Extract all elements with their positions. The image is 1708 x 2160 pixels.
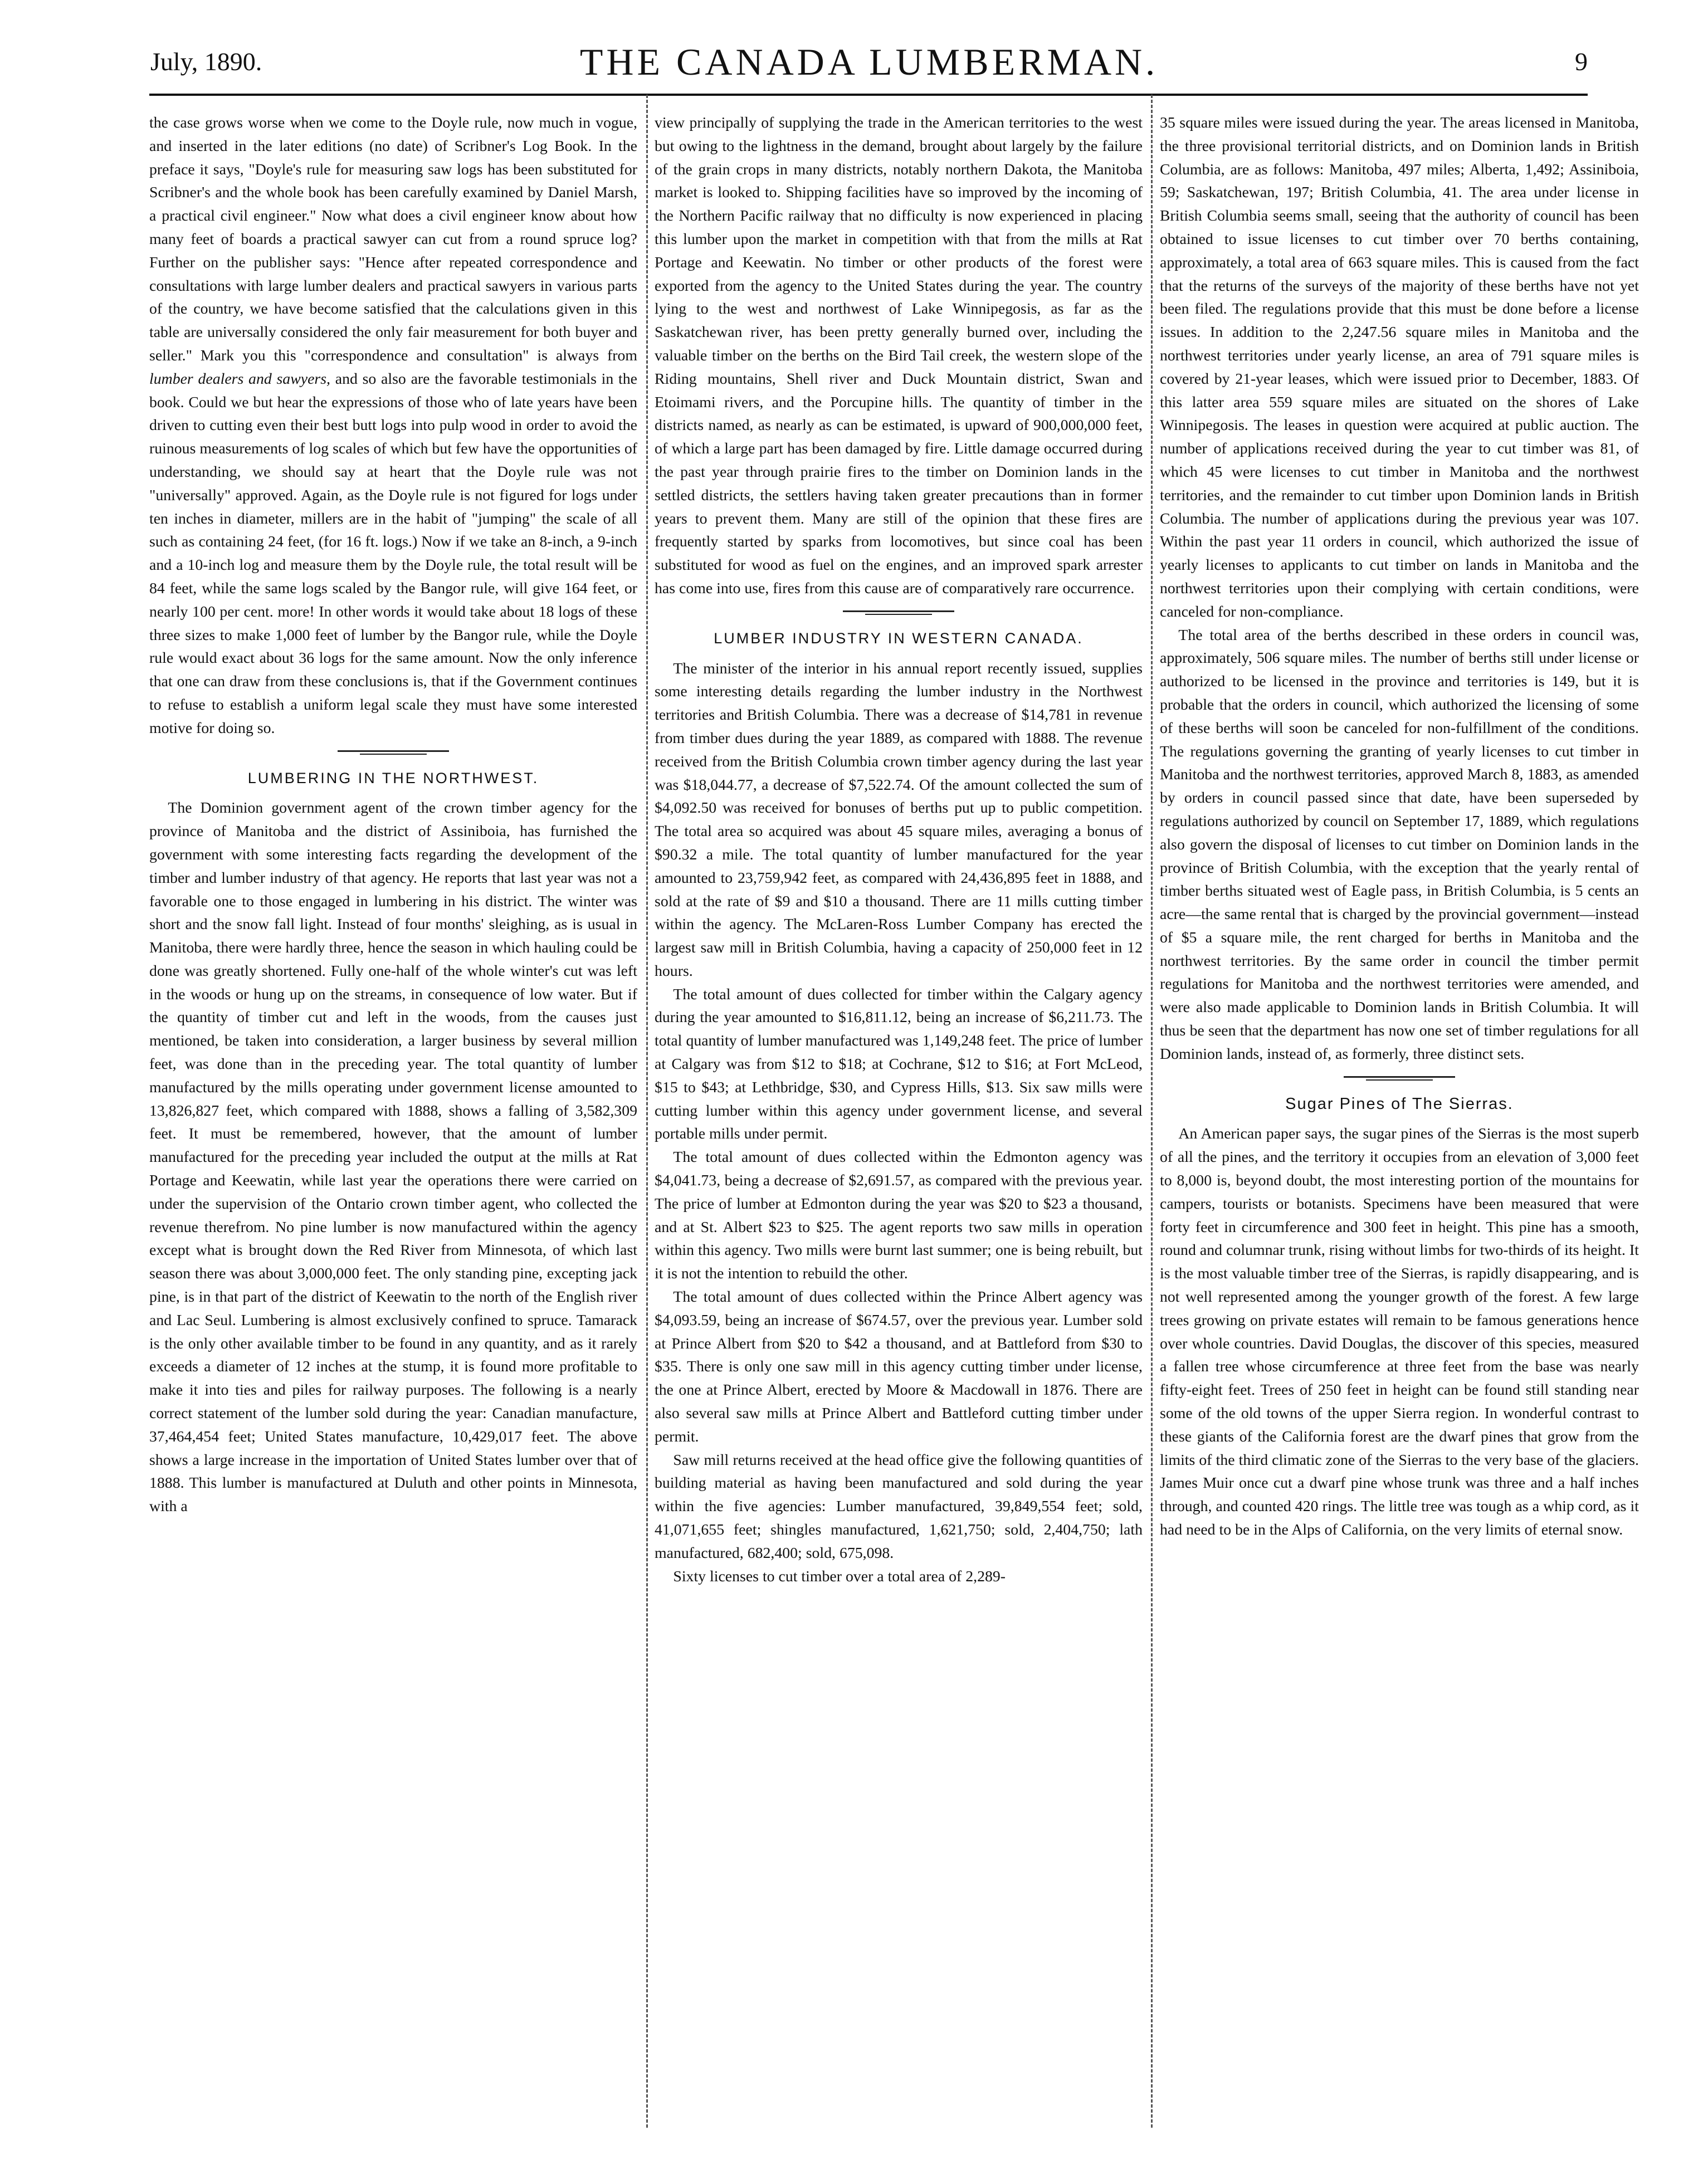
article-paragraph: Saw mill returns received at the head office give the following quantities of building material as having been manufactured and sold during the year within the five agencies: Lumber manufactured, 39,849,554 feet; sold, 41,071,655 feet; shingles manufactured, 1,621,750; sold, 2,404,750; lath manufactured, 682,400; sold, 675,098. bbox=[655, 1451, 1143, 1562]
header-rule bbox=[149, 94, 1588, 96]
article-title-lumbering-northwest: LUMBERING IN THE NORTHWEST. bbox=[247, 769, 539, 786]
article-paragraph: The total amount of dues collected for timber within the Calgary agency during the year amounted to $16,811.12, being an increase of $6,211.73. The total quantity of lumber manufactured was 1,149,248 feet. The price of lumber at Calgary was from $12 to $18; at Cochrane, $12 to $16; at Fort McLeod, $15 to $43; at Lethbridge, $30, and Cypress Hills, $13. Six saw mills were cutting lumber within this agency under government license, and several portable mills under permit. bbox=[655, 985, 1143, 1143]
article-body: An American paper says, the sugar pines of the Sierras is the most superb of all the pines, and the territory it occupies from an elevation of 3,000 feet to 8,000 is, beyond doubt, the most interesting portion of the mountains for campers, tourists or botanists. Specimens have been measured that were forty feet in circumference and 300 feet in height. This pine has a smooth, round and columnar trunk, rising without limbs for two-thirds of its height. It is the most valuable timber tree of the Sierras, is rapidly disappearing, and is not well represented among the younger growth of the forest. A few large trees growing on private estates will remain to be famous generations hence over whole countries. David Douglas, the discover of this species, measured a fallen tree whose circumference at three feet from the base was nearly fifty-eight feet. Trees of 250 feet in height can be found still standing near some of the old towns of the upper Sierra region. In wonderful contrast to these giants of the California forest are the dwarf pines that grow from the limits of the third climatic zone of the Sierras to the very base of the glaciers. James Muir once cut a dwarf pine whose trunk was three and a half inches through, and counted 420 rings. The little tree was tough as a whip cord, as it had need to be in the Alps of California, on the very limits of eternal snow. bbox=[1160, 1125, 1639, 1539]
page-number: 9 bbox=[1575, 47, 1588, 76]
section-divider bbox=[338, 750, 449, 755]
page-header bbox=[150, 40, 1588, 90]
continued-article: the case grows worse when we come to the Doyle rule, now much in vogue, and inserted in the later editions (no date) of Scribner's Log Book. In the preface it says, "Doyle's rule for measuring saw logs has been substituted for Scribner's and the whole book has been carefully examined by Daniel Marsh, a practical civil engineer." Now what does a civil engineer know about how many feet of boards a practical sawyer can cut from a round spruce log? Further on the publisher says: "Hence after repeated correspondence and consultations with large lumber dealers and practical sawyers in various parts of the country, we have become satisfied that the calculations given in this table are universally considered the only fair measurement for both buyer and seller." Mark you this "correspondence and consultation" is always from lumber dealers and sawyers, and so also are the favorable testimonials in the book. Could we but hear the expressions of those who of late years have been driven to cutting even their best butt logs into pulp wood in order to avoid the ruinous measurements of log scales of which but few have the opportunities of understanding, we should say at heart that the Doyle rule was not "universally" approved. Again, as the Doyle rule is not figured for logs under ten inches in diameter, millers are in the habit of "jumping" the scale of all such as containing 24 feet, (for 16 ft. logs.) Now if we take an 8-inch, a 9-inch and a 10-inch log and measure them by the Doyle rule, the total result will be 84 feet, while the same logs scaled by the Bangor rule, will give 164 feet, or nearly 100 per cent. more! In other words it would take about 18 logs of these three sizes to make 1,000 feet of lumber by the Bangor rule, while the Doyle rule would exact about 36 logs for the same amount. Now the only inference that one can draw from these conclusions is, that if the Government continues to refuse to establish a uniform legal scale they must have some interested motive for doing so. bbox=[149, 114, 637, 737]
article-title-sugar-pines: Sugar Pines of The Sierras. bbox=[1285, 1094, 1514, 1113]
column-divider bbox=[1151, 95, 1153, 2128]
article-paragraph: The total area of the berths described in these orders in council was, approximately, 506 square miles. The number of berths still under license or authorized to be licensed in the province and territories is 149, but it is probable that the orders in council, which authorized the licensing of some of these berths will soon be canceled for non-fulfillment of the conditions. The regulations governing the granting of yearly licenses to cut timber in Manitoba and the northwest territories, approved March 8, 1883, as amended by orders in council passed since that date, have been superseded by regulations authorized by council on September 17, 1889, which regulations also govern the disposal of licenses to cut timber on Dominion lands in the province of British Columbia, with the exception that the yearly rental of timber berths situated west of Eagle pass, in British Columbia, is 5 cents an acre—the same rental that is charged by the provincial government—instead of $5 a square mile, the rent charged for berths in Manitoba and the northwest territories. By the same order in council the timber permit regulations for Manitoba and the northwest territories were amended, and were also made applicable to Dominion lands in British Columbia. It will thus be seen that the department has now one set of timber regulations for all Dominion lands, instead of, as formerly, three distinct sets. bbox=[1160, 626, 1639, 1063]
article-paragraph: 35 square miles were issued during the year. The areas licensed in Manitoba, the three provisional territorial districts, and on Dominion lands in British Columbia, are as follows: Manitoba, 497 miles; Alberta, 1,492; Assiniboia, 59; Saskatchewan, 197; British Columbia, 41. The area under license in British Columbia seems small, seeing that the authority of council has been obtained to issue licenses to cut timber over 70 berths containing, approximately, a total area of 663 square miles. This is caused from the fact that the returns of the surveys of the majority of these berths have not yet been filed. The regulations provide that this must be done before a license issues. In addition to the 2,247.56 square miles in Manitoba and the northwest territories under yearly license, an area of 791 square miles is covered by 21-year leases, which were issued prior to December, 1883. Of this latter area 559 square miles are situated on the shores of Lake Winnipegosis. The leases in question were acquired at public auction. The number of applications received during the year to cut timber was 81, of which 45 were licenses to cut timber in Manitoba and the northwest territories, and the remainder to cut timber upon Dominion lands in British Columbia. The number of applications during the previous year was 107. Within the past year 11 orders in council, which authorized the issue of yearly licenses to applicants to cut timber on lands in Manitoba and the northwest territories upon their complying with certain conditions, were canceled for non-compliance. bbox=[1160, 114, 1639, 620]
issue-date: July, 1890. bbox=[150, 47, 262, 76]
column-1 bbox=[149, 111, 637, 2139]
column-2 bbox=[655, 111, 1143, 2139]
column-divider bbox=[646, 95, 648, 2128]
column-3 bbox=[1160, 111, 1639, 2139]
section-divider bbox=[1344, 1076, 1455, 1081]
continued-article: view principally of supplying the trade in the American territories to the west but owing to the lightness in the demand, brought about largely by the failure of the grain crops in many districts, notably northern Dakota, the Manitoba market is looked to. Shipping facilities have so improved by the incoming of the Northern Pacific railway that no difficulty is now experienced in placing this lumber upon the market in competition with that from the mills at Rat Portage and Keewatin. No timber or other products of the forest were exported from the agency to the United States during the year. The country lying to the west and northwest of Lake Winnipegosis, as far as the Saskatchewan river, has been pretty generally burned over, including the valuable timber on the berths on the Bird Tail creek, the western slope of the Riding mountains, Shell river and Duck Mountain district, Swan and Etoimami rivers, and the Porcupine hills. The quantity of timber in the districts named, as nearly as can be estimated, is upward of 900,000,000 feet, of which a large part has been damaged by fire. Little damage occurred during the past year through prairie fires to the timber on Dominion lands in the settled districts, the settlers having taken greater precautions than in former years to prevent them. Many are still of the opinion that these fires are frequently started by sparks from locomotives, but since coal has been substituted for wood as fuel on the engines, and an improved spark arrester has come into use, fires from this cause are of comparatively rare occurrence. bbox=[655, 114, 1143, 597]
section-divider bbox=[843, 610, 954, 615]
article-title-western-canada: LUMBER INDUSTRY IN WESTERN CANADA. bbox=[714, 629, 1084, 647]
article-body: The Dominion government agent of the crown timber agency for the province of Manitoba and the district of Assiniboia, has furnished the government with some interesting facts regarding the development of the timber and lumber industry of that agency. He reports that last year was not a favorable one to those engaged in lumbering in his district. The winter was short and the snow fall light. Instead of four months' sleighing, as is usual in Manitoba, there were hardly three, hence the season in which hauling could be done was greatly shortened. Fully one-half of the whole winter's cut was left in the woods or hung up on the streams, in consequence of low water. But if the quantity of timber cut and left in the woods, from the causes just mentioned, be taken into consideration, a larger business by several million feet, was done than in the preceding year. The total quantity of lumber manufactured by the mills operating under government license amounted to 13,826,827 feet, which compared with 1888, shows a falling of 3,582,309 feet. It must be remembered, however, that the amount of lumber manufactured for the preceding year included the output at the mills at Rat Portage and Keewatin, while last year the operations there were carried on under the supervision of the Ontario crown timber agent, who collected the revenue therefrom. No pine lumber is now manufactured within the agency except what is brought down the Red River from Minnesota, of which last season there was about 3,000,000 feet. The only standing pine, excepting jack pine, is in that part of the district of Keewatin to the north of the English river and Lac Seul. Lumbering is almost exclusively confined to spruce. Tamarack is the only other available timber to be found in any quantity, and as it rarely exceeds a diameter of 12 inches at the stump, it is found more profitable to make it into ties and piles for railway purposes. The following is a nearly correct statement of the lumber sold during the year: Canadian manufacture, 37,464,454 feet; United States manufacture, 10,429,017 feet. The above shows a large increase in the importation of United States lumber over that of 1888. This lumber is manufactured at Duluth and other points in Minnesota, with a bbox=[149, 799, 637, 1516]
article-paragraph: The total amount of dues collected within the Prince Albert agency was $4,093.59, being an increase of $674.57, over the previous year. Lumber sold at Prince Albert from $20 to $42 a thousand, and at Battleford from $30 to $35. There is only one saw mill in this agency cutting timber under license, the one at Prince Albert, erected by Moore & Macdowall in 1876. There are also several saw mills at Prince Albert and Battleford cutting timber under permit. bbox=[655, 1288, 1143, 1445]
masthead-title: THE CANADA LUMBERMAN. bbox=[579, 41, 1159, 83]
italic-phrase: lumber dealers and sawyers, bbox=[149, 370, 330, 388]
article-paragraph: The total amount of dues collected within the Edmonton agency was $4,041.73, being a decrease of $2,691.57, as compared with the previous year. The price of lumber at Edmonton during the year was $20 to $23 a thousand, and at St. Albert $23 to $25. The agent reports two saw mills in operation within this agency. Two mills were burnt last summer; one is being rebuilt, but it is not the intention to rebuild the other. bbox=[655, 1149, 1143, 1283]
article-paragraph: Sixty licenses to cut timber over a total area of 2,289- bbox=[673, 1567, 1006, 1585]
article-paragraph: The minister of the interior in his annual report recently issued, supplies some interesting details regarding the lumber industry in the Northwest territories and British Columbia. There was a decrease of $14,781 in revenue from timber dues during the year 1889, as compared with 1888. The revenue received from the British Columbia crown timber agency during the last year was $18,044.77, a decrease of $7,522.74. Of the amount collected the sum of $4,092.50 was received for bonuses of berths put up to public competition. The total area so acquired was about 45 square miles, averaging a bonus of $90.32 a mile. The total quantity of lumber manufactured for the year amounted to 23,759,942 feet, as compared with 24,436,895 feet in 1888, and sold at the rate of $9 and $10 a thousand. There are 11 mills cutting timber within the agency. The McLaren-Ross Lumber Company has erected the largest saw mill in British Columbia, having a capacity of 250,000 feet in 12 hours. bbox=[655, 659, 1143, 980]
